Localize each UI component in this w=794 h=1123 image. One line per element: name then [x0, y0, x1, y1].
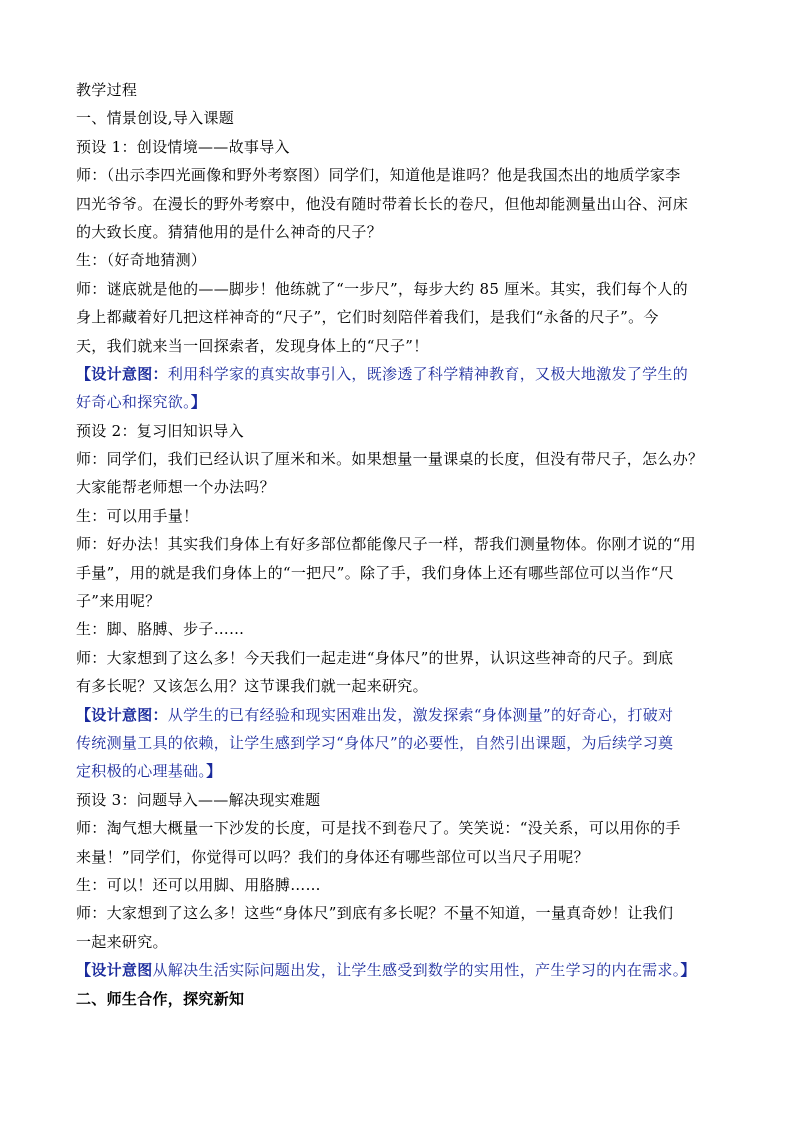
preset-1-student-line: 生：（好奇地猜测） [76, 251, 207, 270]
preset-1-teacher2-line-3: 天，我们就来当一回探索者，发现身体上的“尺子”！ [76, 336, 429, 355]
preset-2-teacher3-line-1: 师：大家想到了这么多！今天我们一起走进“身体尺”的世界，认识这些神奇的尺子。到底 [76, 648, 674, 667]
preset-1-teacher2-line-2: 身上都藏着好几把这样神奇的“尺子”，它们时刻陪伴着我们，是我们“永备的尺子”。今 [76, 308, 659, 327]
preset-3-teacher2-line-2: 一起来研究。 [76, 932, 168, 951]
preset-2-teacher2-line-2: 手量”，用的就是我们身体上的“一把尺”。除了手，我们身体上还有哪些部位可以当作“尺 [76, 563, 674, 582]
preset-1-teacher-line-1: 师：（出示李四光画像和野外考察图）同学们，知道他是谁吗？他是我国杰出的地质学家李 [76, 166, 681, 185]
preset-1-teacher-line-2: 四光爷爷。在漫长的野外考察中，他没有随时带着长长的卷尺，但他却能测量出山谷、河床 [76, 194, 689, 213]
design-note-label: 【设计意图 [76, 961, 153, 980]
section-1-title: 一、情景创设,导入课题 [76, 109, 235, 128]
preset-1-teacher2-line-1: 师：谜底就是他的——脚步！他练就了“一步尺”，每步大约 85 厘米。其实，我们每个人的 [76, 279, 688, 298]
preset-2-student-line: 生：可以用手量！ [76, 506, 199, 525]
design-note-text: 从学生的已有经验和现实困难出发，激发探索“身体测量”的好奇心，打破对 [167, 705, 674, 724]
preset-1-design-note-line-1 [76, 360, 736, 388]
design-note-text: 定积极的心理基础。 [76, 762, 207, 781]
preset-2-design-note-line-2 [76, 729, 736, 757]
preset-3-student-line: 生：可以！还可以用脚、用胳膊…… [76, 875, 321, 894]
design-note-close: 】 [206, 762, 222, 781]
heading-teaching-process: 教学过程 [76, 81, 138, 99]
preset-3-teacher-line-1: 师：淘气想大概量一下沙发的长度，可是找不到卷尺了。笑笑说：“没关系，可以用你的手 [76, 819, 681, 838]
design-note-text: 传统测量工具的依赖，让学生感到学习“身体尺”的必要性，自然引出课题，为后续学习奠 [76, 733, 674, 752]
preset-3-teacher-line-2: 来量！”同学们，你觉得可以吗？我们的身体还有哪些部位可以当尺子用呢？ [76, 847, 589, 866]
design-note-text: 从解决生活实际问题出发，让学生感受到数学的实用性，产生学习的内在需求。 [152, 961, 681, 980]
design-note-label: 【设计意图： [76, 705, 168, 724]
preset-2-student2-line: 生：脚、胳膊、步子…… [76, 620, 245, 639]
preset-3-title: 预设 3：问题导入——解决现实难题 [76, 790, 321, 809]
preset-2-teacher-line-2: 大家能帮老师想一个办法吗？ [76, 478, 275, 497]
preset-2-teacher3-line-2: 有多长呢？又该怎么用？这节课我们就一起来研究。 [76, 677, 428, 696]
preset-2-title: 预设 2：复习旧知识导入 [76, 421, 244, 440]
preset-1-title: 预设 1：创设情境——故事导入 [76, 137, 290, 156]
section-2-title: 二、师生合作，探究新知 [76, 989, 245, 1008]
design-note-close: 】 [190, 393, 207, 412]
preset-2-teacher-line-1: 师：同学们，我们已经认识了厘米和米。如果想量一量课桌的长度，但没有带尺子，怎么办？ [76, 450, 704, 469]
design-note-text: 利用科学家的真实故事引入，既渗透了科学精神教育，又极大地激发了学生的 [167, 364, 689, 383]
design-note-close: 】 [680, 961, 696, 980]
preset-2-design-note-line-3 [76, 757, 736, 785]
preset-2-design-note-line-1 [76, 701, 736, 729]
preset-2-teacher2-line-1: 师：好办法！其实我们身体上有好多部位都能像尺子一样，帮我们测量物体。你刚才说的“用 [76, 535, 696, 554]
preset-1-teacher-line-3: 的大致长度。猜猜他用的是什么神奇的尺子？ [76, 222, 383, 241]
preset-3-teacher2-line-1: 师：大家想到了这么多！这些“身体尺”到底有多长呢？不量不知道，一量真奇妙！让我们 [76, 904, 674, 923]
preset-1-design-note-line-2 [76, 388, 736, 416]
design-note-label: 【设计意图： [76, 364, 168, 383]
document-page [76, 76, 736, 1013]
preset-2-teacher2-line-3: 子”来用呢？ [76, 592, 161, 611]
design-note-text: 好奇心和探究欲。 [76, 393, 191, 412]
preset-3-design-note-line-1 [76, 956, 736, 984]
